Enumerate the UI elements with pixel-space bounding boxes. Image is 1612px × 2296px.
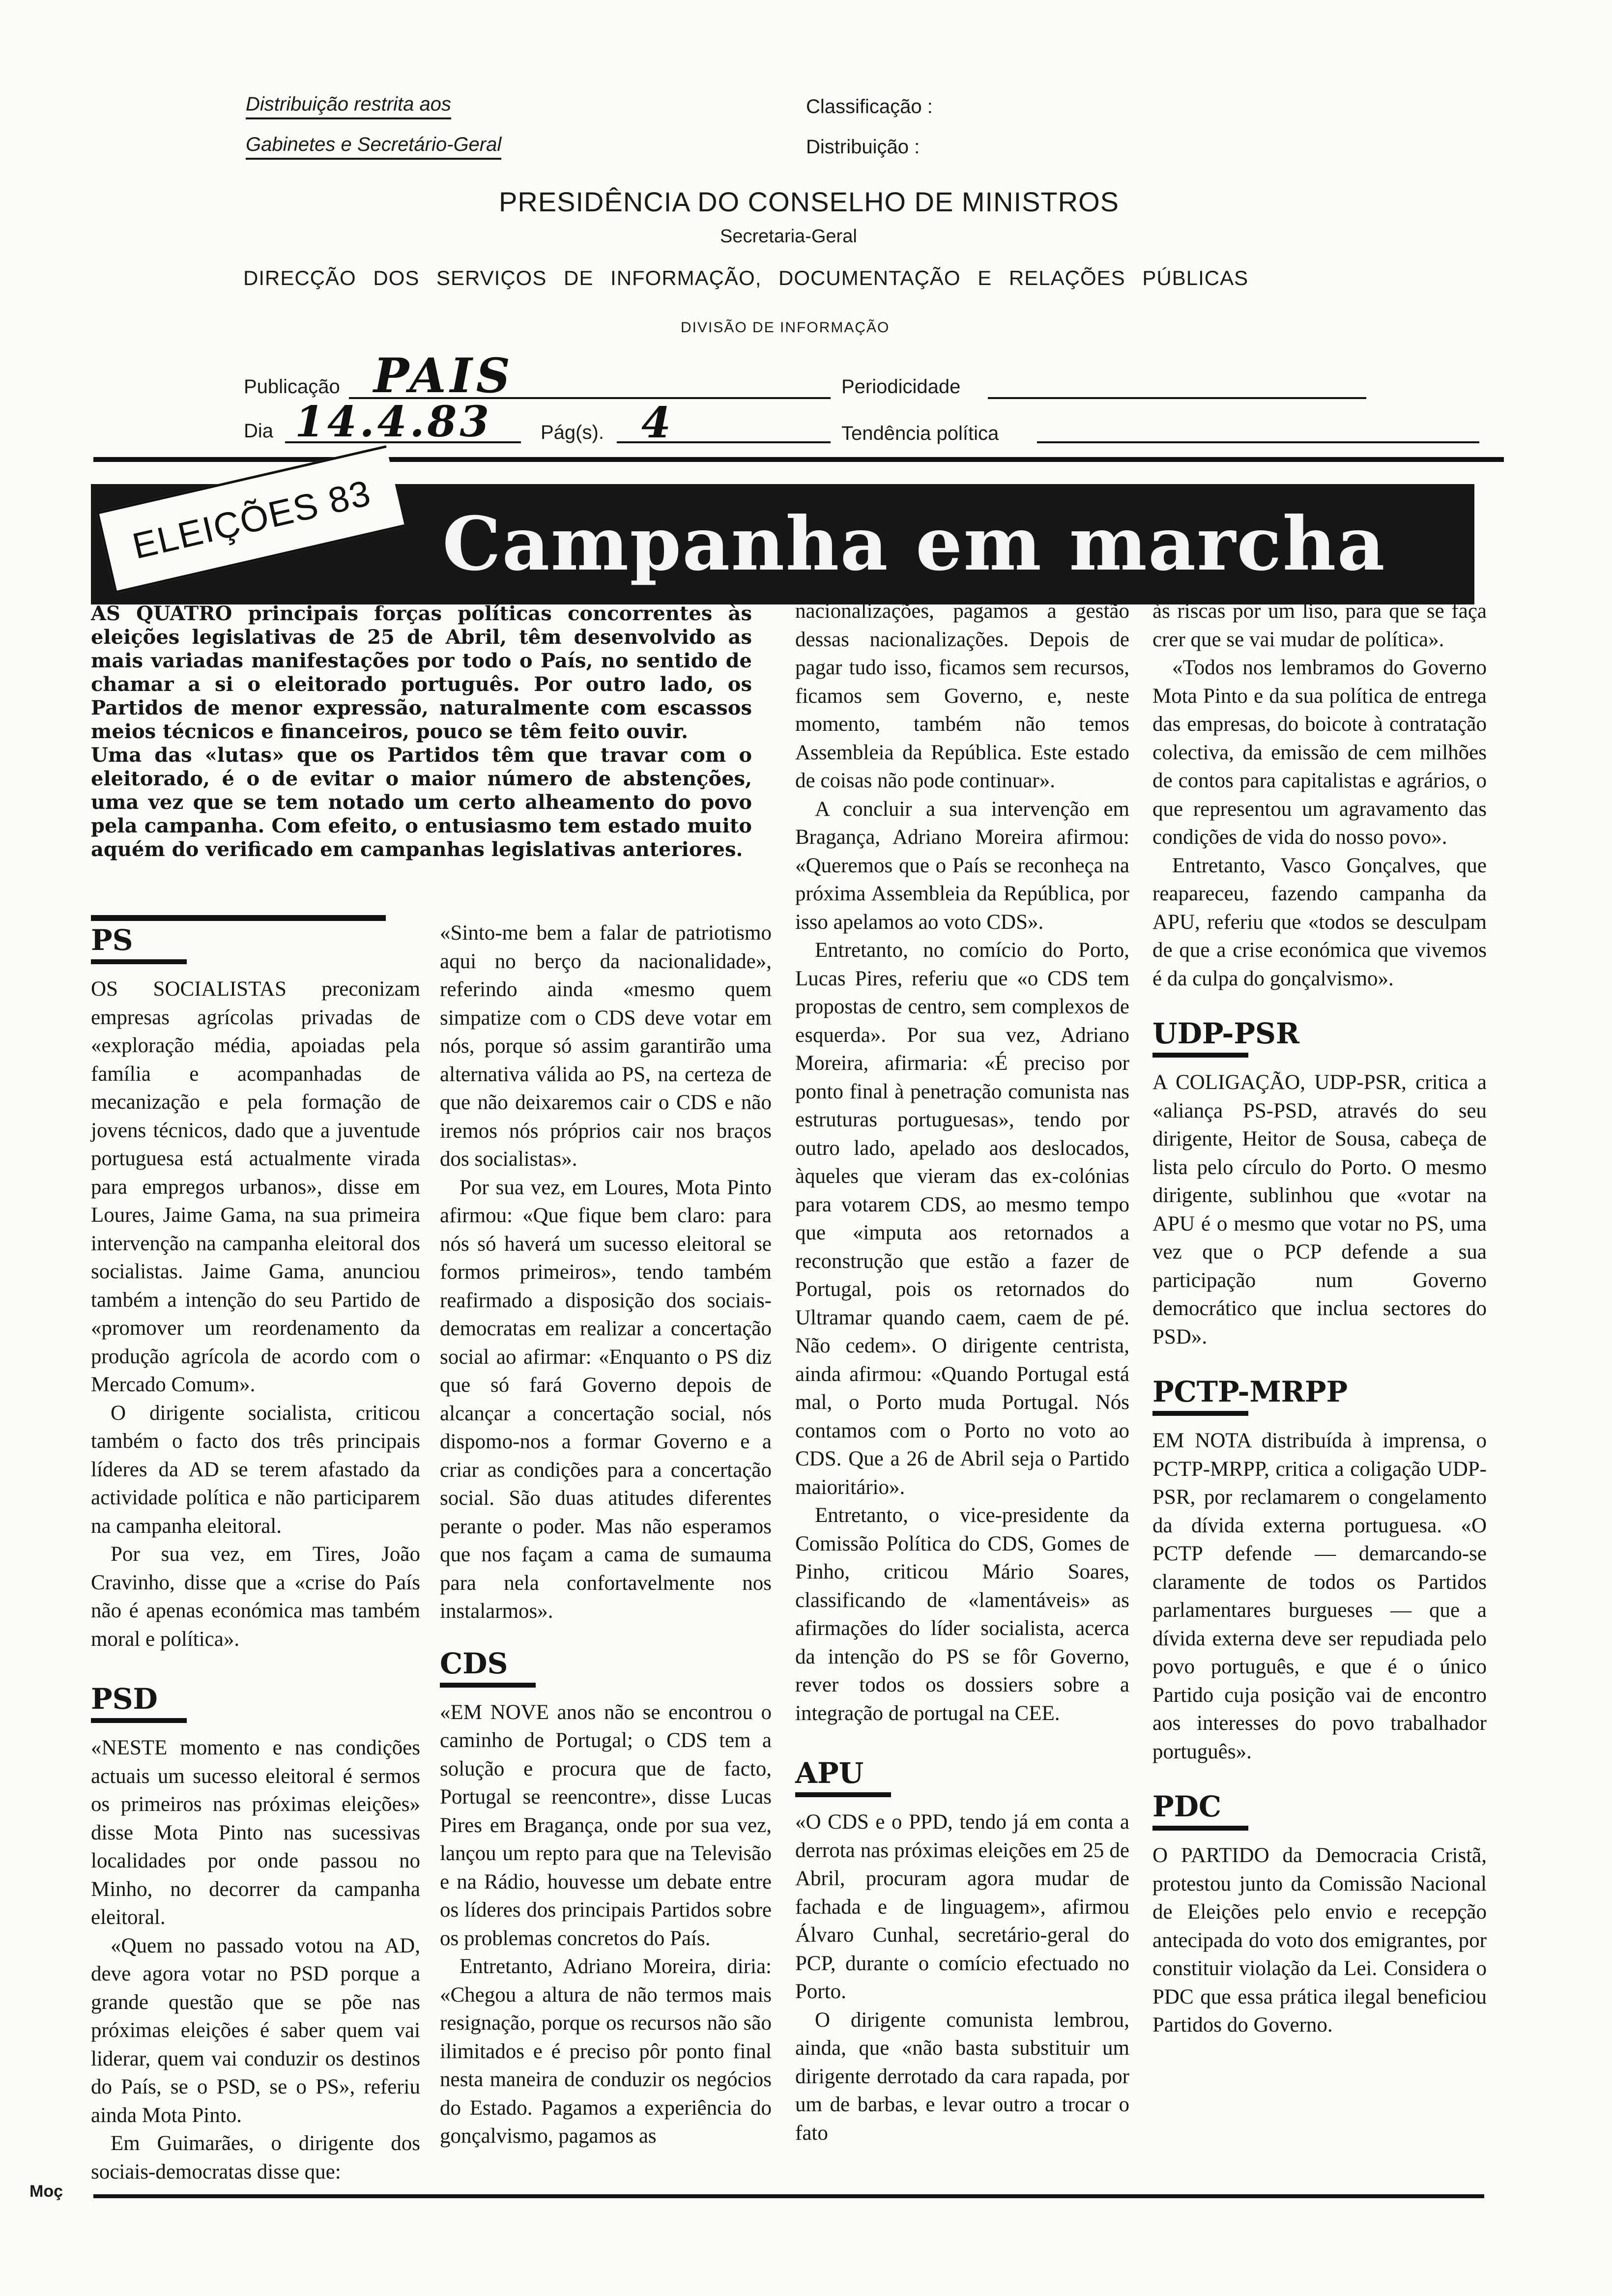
paragraph: às riscas por um liso, para que se faça crer que se vai mudar de política». <box>1152 600 1487 651</box>
section-heading-apu: APU <box>795 1757 1129 1797</box>
classification-label: Classificação : <box>806 96 933 117</box>
distribution-label: Distribuição : <box>806 136 920 158</box>
paragraph: O dirigente socialista, criticou também o facto dos três principais líderes da AD se terem afastado da actividade política e não participarem na campanha eleitoral. <box>91 1401 420 1538</box>
paragraph: O dirigente comunista lembrou, ainda, que «não basta substituir um dirigente derrotado da cara rapada, por um de barbas, e levar outro a trocar o fato <box>795 2008 1129 2145</box>
periodicity-label: Periodicidade <box>841 376 961 398</box>
paragraph: «EM NOVE anos não se encontrou o caminho de Portugal; o CDS tem a solução e procura que de facto, Portugal se reencontre», disse Lucas Pires em Bragança, onde por sua vez, lançou um repto para que na Televisão e na Rádio, houvesse um debate entre os líderes dos principais Partidos sobre os problemas concretos do País. <box>440 1700 772 1950</box>
paragraph: OS SOCIALISTAS preconizam empresas agrícolas privadas de «exploração média, apoiadas pela família e acompanhadas de mecanização e pela formação de jovens técnicos, dado que a juventude portuguesa está actualmente virada para empregos urbanos», disse em Loures, Jaime Gama, na sua primeira intervenção na campanha eleitoral dos socialistas. Jaime Gama, anunciou também a intenção do seu Partido de «promover um reordenamento da produção agrícola de acordo com o Mercado Comum». <box>91 977 420 1396</box>
paragraph: Por sua vez, em Loures, Mota Pinto afirmou: «Que fique bem claro: para nós só haverá um sucesso eleitoral se formos primeiros», tendo também reafirmado a disposição dos sociais-democratas em realizar a concertação social ao afirmar: «Enquanto o PS diz que só fará Governo depois de alcançar a concertação social, nós dispomo-nos a formar Governo e a criar as condições para a concertação social. São duas atitudes diferentes perante o poder. Mas não esperamos que nos façam a cama de sumauma para nela confortavelmente nos instalarmos». <box>440 1176 772 1623</box>
paragraph: nacionalizações, pagamos a gestão dessas nacionalizações. Depois de pagar tudo isso, ficamos sem recursos, ficamos sem Governo, e, neste momento, também não temos Assembleia da República. Este estado de coisas não pode continuar». <box>795 600 1129 792</box>
tendency-label: Tendência política <box>841 423 999 444</box>
tendency-underline <box>1037 441 1479 443</box>
section-heading-pctp-mrpp: PCTP-MRPP <box>1152 1376 1487 1416</box>
paragraph: «Todos nos lembramos do Governo Mota Pinto e da sua política de entrega das empresas, do boicote à contratação colectiva, da emissão de cem milhões de contos para capitalistas e agrários, o que representou um agravamento das condições de vida do nosso povo». <box>1152 656 1487 849</box>
paragraph: «Quem no passado votou na AD, deve agora votar no PSD porque a grande questão que se põe nas próximas eleições é saber quem vai liderar, quem vai conduzir os destinos do País, se o PSD, se o PS», referiu ainda Mota Pinto. <box>91 1934 420 2127</box>
footer-rule <box>93 2194 1484 2198</box>
day-handwritten: 14.4.83 <box>295 397 492 447</box>
column-1 <box>91 924 420 2186</box>
section-heading-cds: CDS <box>440 1647 772 1688</box>
day-label: Dia <box>244 420 274 442</box>
pages-handwritten: 4 <box>641 398 671 448</box>
column-3 <box>795 597 1129 2147</box>
section-heading-ps: PS <box>91 924 420 964</box>
division-line: DIVISÃO DE INFORMAÇÃO <box>681 319 890 336</box>
paragraph: A COLIGAÇÃO, UDP-PSR, critica a «aliança PS-PSD, através do seu dirigente, Heitor de Sousa, cabeça de lista pelo círculo do Porto. O mesmo dirigente, sublinhou que «votar na APU é o mesmo que votar no PS, uma vez que o PCP defende a sua participação num Governo democrático que inclua sectores do PSD». <box>1152 1071 1487 1349</box>
directorate-line: DIRECÇÃO DOS SERVIÇOS DE INFORMAÇÃO, DOCUMENTAÇÃO E RELAÇÕES PÚBLICAS <box>243 266 1249 289</box>
paragraph: EM NOTA distribuída à imprensa, o PCTP-MRPP, critica a coligação UDP-PSR, por reclamarem o congelamento da dívida externa portuguesa. «O PCTP defende — demarcando-se claramente de todos os Partidos parlamentares burgueses — que a dívida externa deve ser repudiada pelo povo português, e que é o único Partido cuja posição vai de encontro aos interesses do povo trabalhador português». <box>1152 1429 1487 1763</box>
periodicity-underline <box>988 397 1366 399</box>
lead-paragraph: Uma das «lutas» que os Partidos têm que travar com o eleitorado, é o de evitar o maior número de abstenções, uma vez que se tem notado um certo alheamento do povo pela campanha. Com efeito, o entusiasmo tem estado muito aquém do verificado em campanhas legislativas anteriores. <box>91 744 752 861</box>
paragraph: Em Guimarães, o dirigente dos sociais-democratas disse que: <box>91 2132 420 2183</box>
lead-block <box>91 602 752 861</box>
publication-handwritten: PAIS <box>374 348 514 403</box>
paragraph: Entretanto, Adriano Moreira, diria: «Chegou a altura de não termos mais resignação, porque os recursos não são ilimitados e é preciso pôr ponto final nesta maneira de conduzir os negócios do Estado. Pagamos a experiência do gonçalvismo, pagamos as <box>440 1955 772 2148</box>
paragraph: Entretanto, Vasco Gonçalves, que reapareceu, fazendo campanha da APU, referiu que «todos se desculpam de que a crise económica que vivemos é da culpa do gonçalvismo». <box>1152 854 1487 990</box>
secretariat-subtitle: Secretaria-Geral <box>720 226 857 247</box>
section-heading-pdc: PDC <box>1152 1790 1487 1831</box>
paragraph: «NESTE momento e nas condições actuais um sucesso eleitoral é sermos os primeiros nas próximas eleições» disse Mota Pinto nas sucessivas localidades por onde passou no Minho, no decorrer da campanha eleitoral. <box>91 1736 420 1929</box>
paragraph: Por sua vez, em Tires, João Cravinho, disse que a «crise do País não é apenas económica mas também moral e política». <box>91 1543 420 1651</box>
paragraph: A concluir a sua intervenção em Bragança, Adriano Moreira afirmou: «Queremos que o País se reconheça na próxima Assembleia da República, por isso apelamos ao voto CDS». <box>795 797 1129 934</box>
paragraph: O PARTIDO da Democracia Cristã, protestou junto da Comissão Nacional de Eleições pelo envio e recepção antecipada do voto dos emigrantes, por constituir violação da Lei. Considera o PDC que essa prática ilegal beneficiou Partidos do Governo. <box>1152 1844 1487 2037</box>
distribution-line-2: Gabinetes e Secretário-Geral <box>246 134 501 160</box>
publication-label: Publicação <box>244 376 340 398</box>
section-stamp-text: ELEIÇÕES 83 <box>128 472 375 567</box>
lead-underline <box>91 915 386 921</box>
headline: Campanha em marcha <box>442 501 1386 587</box>
column-2 <box>440 919 772 2151</box>
paragraph: «O CDS e o PPD, tendo já em conta a derrota nas próximas eleições em 25 de Abril, procuram agora mudar de fachada e de linguagem», afirmou Álvaro Cunhal, secretário-geral do PCP, durante o comício efectuado no Porto. <box>795 1810 1129 2003</box>
margin-mark: Moç <box>29 2182 63 2201</box>
header-separator <box>93 457 1504 462</box>
column-4 <box>1152 597 1487 2039</box>
pages-label: Pág(s). <box>541 422 604 443</box>
paragraph: Entretanto, no comício do Porto, Lucas Pires, referiu que «o CDS tem propostas de centro, sem complexos de esquerda». Por sua vez, Adriano Moreira, afirmaria: «É preciso por ponto final à penetração comunista nas estruturas portuguesas», tendo por outro lado, apelado aos deslocados, àqueles que vieram das ex-colónias para votarem CDS, ao mesmo tempo que «imputa aos retornados a reconstrução que estão a fazer de Portugal, pois os retornados do Ultramar quando caem, caem de pé. Não cedem». O dirigente centrista, ainda afirmou: «Quando Portugal está mal, o Porto muda Portugal. Nós contamos com o Porto no voto ao CDS. Que a 26 de Abril seja o Partido maioritário». <box>795 939 1129 1499</box>
distribution-line-1: Distribuição restrita aos <box>246 93 451 119</box>
institution-title: PRESIDÊNCIA DO CONSELHO DE MINISTROS <box>499 186 1119 217</box>
paragraph: Entretanto, o vice-presidente da Comissão Política do CDS, Gomes de Pinho, criticou Mário Soares, classificando de «lamentáveis» as afirmações do líder socialista, acerca da intenção do PS se fôr Governo, rever todos os dossiers sobre a integração de portugal na CEE. <box>795 1504 1129 1725</box>
lead-paragraph: AS QUATRO principais forças políticas concorrentes às eleições legislativas de 25 de Abril, têm desenvolvido as mais variadas manifestações por todo o País, no sentido de chamar a si o eleitorado português. Por outro lado, os Partidos de menor expressão, naturalmente com escassos meios técnicos e financeiros, pouco se têm feito ouvir. <box>91 602 752 743</box>
paragraph: «Sinto-me bem a falar de patriotismo aqui no berço da nacionalidade», referindo ainda «mesmo quem simpatize com o CDS deve votar em nós, porque só assim garantirão uma alternativa válida ao PS, na certeza de que não deixaremos cair o CDS e não iremos nós próprios cair nos braços dos socialistas». <box>440 921 772 1171</box>
section-heading-udp-psr: UDP-PSR <box>1152 1017 1487 1058</box>
section-heading-psd: PSD <box>91 1683 420 1723</box>
